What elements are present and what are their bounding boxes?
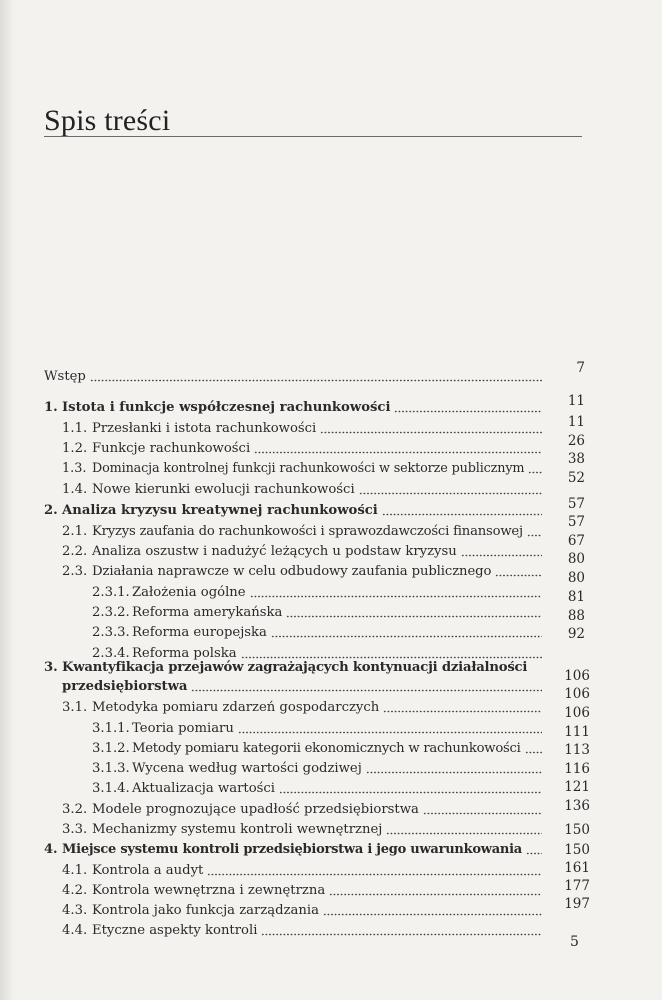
toc-chapter-1[interactable] (44, 400, 548, 416)
toc-section-3-1[interactable] (62, 700, 548, 716)
section-page: 136 (564, 798, 590, 814)
toc-subsection-2-3-2[interactable] (92, 605, 548, 621)
section-number: 1.4. (62, 482, 88, 497)
leader-dots (359, 492, 542, 495)
section-title: Kontrola jako funkcja zarządzania (92, 903, 319, 918)
subsection-number: 2.3.4. (92, 646, 130, 661)
leader-dots (383, 710, 542, 713)
subsection-number: 3.1.3. (92, 761, 130, 776)
toc-section-1-2[interactable] (62, 441, 548, 457)
leader-dots (238, 731, 542, 734)
subsection-number: 3.1.2. (92, 741, 130, 756)
leader-dots (207, 873, 542, 876)
leader-dots (527, 534, 542, 537)
leader-dots (323, 913, 542, 916)
leader-dots (423, 812, 542, 815)
leader-dots (528, 471, 542, 474)
section-page: 161 (564, 860, 590, 876)
section-page: 57 (567, 514, 585, 530)
subsection-page: 106 (564, 705, 590, 721)
chapter-page: 150 (564, 822, 590, 838)
toc-section-3-3[interactable] (62, 822, 548, 838)
leader-dots (526, 852, 542, 855)
toc-subsection-2-3-3[interactable] (92, 625, 548, 641)
toc-section-4-1[interactable] (62, 863, 548, 879)
leader-dots (525, 751, 542, 754)
chapter-page: 106 (564, 668, 590, 684)
leader-dots (320, 431, 542, 434)
section-title: Analiza oszustw i nadużyć leżących u podstaw kryzysu (92, 544, 457, 559)
leader-dots (286, 615, 542, 618)
leader-dots (382, 513, 542, 516)
section-title: Funkcje rachunkowości (92, 441, 251, 456)
leader-dots (250, 595, 542, 598)
chapter-number: 2. (44, 503, 58, 518)
section-page: 177 (564, 878, 590, 894)
chapter-title: Kwantyfikacja przejawów zagrażających kontynuacji działalności (62, 660, 528, 675)
subsection-title: Aktualizacja wartości (132, 781, 276, 796)
leader-dots (366, 771, 542, 774)
section-title: Kontrola wewnętrzna i zewnętrzna (92, 883, 326, 898)
subsection-page: 88 (567, 608, 585, 624)
subsection-number: 2.3.3. (92, 625, 130, 640)
chapter-title: Istota i funkcje współczesnej rachunkowości (62, 400, 391, 415)
section-page: 197 (564, 896, 590, 912)
chapter-page: 57 (567, 496, 585, 512)
subsection-number: 3.1.1. (92, 721, 130, 736)
leader-dots (191, 689, 542, 692)
leader-dots (329, 893, 542, 896)
toc-section-2-1[interactable] (62, 524, 548, 540)
leader-dots (461, 554, 542, 557)
section-title: Dominacja kontrolnej funkcji rachunkowości w sektorze publicznym (92, 461, 525, 476)
page-number: 5 (570, 934, 579, 950)
chapter-number: 3. (44, 660, 58, 675)
subsection-page: 80 (567, 570, 585, 586)
toc-subsection-3-1-3[interactable] (92, 761, 548, 777)
toc-section-1-3[interactable] (62, 461, 548, 477)
page-title: Spis treści (44, 104, 171, 137)
section-title: Przesłanki i istota rachunkowości (92, 421, 317, 436)
toc-subsection-2-3-1[interactable] (92, 585, 548, 601)
section-page: 106 (564, 686, 590, 702)
section-title: Metodyka pomiaru zdarzeń gospodarczych (92, 700, 380, 715)
section-page: 11 (567, 414, 585, 430)
section-number: 3.2. (62, 802, 88, 817)
section-page: 67 (567, 533, 585, 549)
leader-dots (254, 451, 542, 454)
subsection-number: 3.1.4. (92, 781, 130, 796)
subsection-title: Reforma polska (132, 646, 237, 661)
toc-chapter-3[interactable] (44, 660, 584, 676)
toc-intro-label: Wstęp (44, 369, 86, 384)
toc-section-3-2[interactable] (62, 802, 548, 818)
toc-chapter-3-line2[interactable] (62, 679, 548, 695)
section-page: 150 (564, 842, 590, 858)
section-number: 2.1. (62, 524, 88, 539)
chapter-number: 4. (44, 842, 58, 857)
subsection-title: Teoria pomiaru (132, 721, 234, 736)
section-number: 4.1. (62, 863, 88, 878)
toc-section-4-3[interactable] (62, 903, 548, 919)
subsection-page: 116 (564, 761, 590, 777)
toc-section-4-4[interactable] (62, 923, 548, 939)
chapter-number: 1. (44, 400, 58, 415)
chapter-title: Miejsce systemu kontroli przedsiębiorstwa i jego uwarunkowania (62, 842, 522, 857)
subsection-page: 113 (564, 742, 590, 758)
leader-dots (394, 410, 542, 413)
section-number: 1.3. (62, 461, 87, 476)
section-page: 26 (567, 433, 585, 449)
section-number: 3.3. (62, 822, 88, 837)
subsection-page: 92 (567, 626, 585, 642)
section-page: 52 (567, 470, 585, 486)
subsection-page: 81 (567, 589, 585, 605)
leader-dots (386, 832, 542, 835)
section-number: 3.1. (62, 700, 88, 715)
section-number: 4.2. (62, 883, 88, 898)
toc-section-1-4[interactable] (62, 482, 548, 498)
chapter-title-line2: przedsiębiorstwa (62, 679, 188, 694)
leader-dots (90, 379, 542, 382)
toc-subsection-3-1-2[interactable] (92, 741, 548, 757)
section-title: Kontrola a audyt (92, 863, 204, 878)
chapter-title: Analiza kryzysu kreatywnej rachunkowości (62, 503, 378, 518)
subsection-title: Metody pomiaru kategorii ekonomicznych w rachunkowości (132, 741, 521, 756)
chapter-page: 11 (567, 393, 585, 409)
section-title: Etyczne aspekty kontroli (92, 923, 258, 938)
subsection-title: Reforma europejska (132, 625, 267, 640)
toc-section-2-3[interactable] (62, 564, 548, 580)
section-title: Kryzys zaufania do rachunkowości i sprawozdawczości finansowej (92, 524, 523, 539)
toc-chapter-2[interactable] (44, 503, 548, 519)
toc-subsection-3-1-1[interactable] (92, 721, 548, 737)
subsection-number: 2.3.1. (92, 585, 130, 600)
subsection-number: 2.3.2. (92, 605, 130, 620)
leader-dots (271, 635, 542, 638)
section-number: 1.2. (62, 441, 88, 456)
section-number: 4.4. (62, 923, 88, 938)
toc-chapter-4[interactable] (44, 842, 548, 858)
section-title: Mechanizmy systemu kontroli wewnętrznej (92, 822, 383, 837)
leader-dots (495, 574, 542, 577)
toc-section-1-1[interactable] (62, 421, 548, 437)
toc-subsection-3-1-4[interactable] (92, 781, 548, 797)
subsection-title: Wycena według wartości godziwej (132, 761, 362, 776)
leader-dots (279, 791, 542, 794)
section-number: 4.3. (62, 903, 88, 918)
section-number: 1.1. (62, 421, 88, 436)
section-number: 2.3. (62, 564, 88, 579)
leader-dots (241, 656, 542, 659)
toc-intro-page: 7 (576, 360, 585, 376)
toc-intro[interactable] (44, 369, 548, 385)
subsection-title: Reforma amerykańska (132, 605, 283, 620)
subsection-title: Założenia ogólne (132, 585, 246, 600)
toc-section-2-2[interactable] (62, 544, 548, 560)
section-page: 121 (564, 779, 590, 795)
toc-section-4-2[interactable] (62, 883, 548, 899)
section-page: 80 (567, 551, 585, 567)
section-title: Modele prognozujące upadłość przedsiębiorstwa (92, 802, 419, 817)
section-title: Działania naprawcze w celu odbudowy zaufania publicznego (92, 564, 492, 579)
section-title: Nowe kierunki ewolucji rachunkowości (92, 482, 355, 497)
leader-dots (261, 933, 542, 936)
section-number: 2.2. (62, 544, 88, 559)
section-page: 38 (567, 451, 585, 467)
subsection-page: 111 (564, 724, 590, 740)
